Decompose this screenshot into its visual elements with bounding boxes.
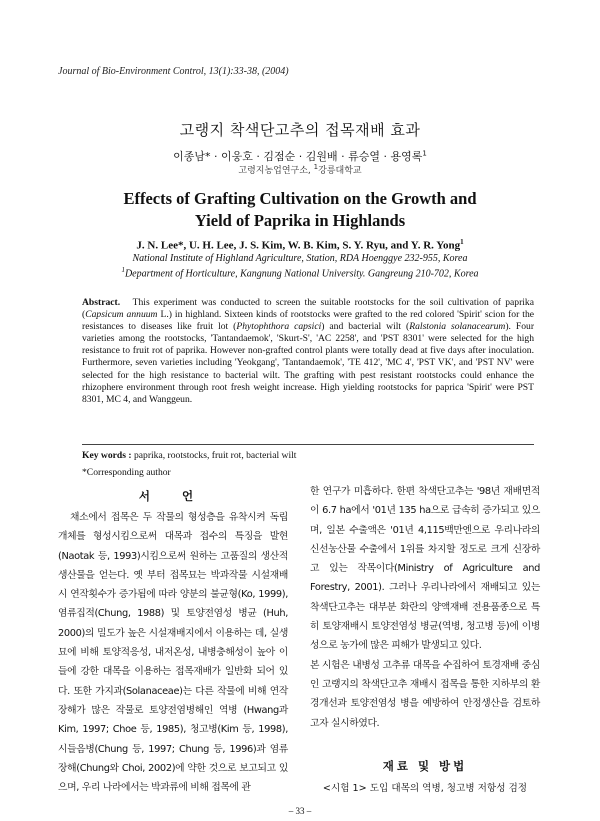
page-number: – 33 – <box>288 806 312 816</box>
keywords-text: paprika, rootstocks, fruit rot, bacterial wilt <box>131 450 297 461</box>
english-authors <box>0 238 600 252</box>
english-affiliation-1: National Institute of Highland Agriculture, Station, RDA Hoenggye 232-955, Korea <box>132 253 468 264</box>
english-affiliation-2 <box>0 266 600 279</box>
abstract-part2: L.) in highland. Sixteen kinds of rootstocks were grafted to the red colored 'Spirit' scion for the resistances to diseases like fruit lot ( <box>82 309 535 333</box>
english-title-line2: Yield of Paprika in Highlands <box>194 211 406 230</box>
left-column-paragraph: 채소에서 접목은 두 작물의 형성층을 유착시켜 독립 개체를 형성시킴으로써 대목과 접수의 특징을 발현 (Naotak 등, 1993)시킴으로써 원하는 고품질의 생산적 생산물을 얻는다. 옛 부터 접목묘는 박과작물 시설재배 시 연작횟수가 증가됨에 따라 양분의 불균형(Ko, 1999), 염류집적(Chung, 1988) 및 토양전염성 병균 (Huh, 2000)의 밀도가 높은 시설재배지에서 이용하는 데, 실생묘에 비해 토양적응성, 내저온성, 내병충해성이 높아 이들에 강한 대목을 이용하는 접목재배가 일반화 되어 있다. 또한 가지과(Solanaceae)는 다른 작물에 비해 연작장해가 많은 작물로 토양전염병해인 역병 (Hwang과 Kim, 1997; Choe 등, 1985), 청고병(Kim 등, 1998), 시들음병(Chung 등, 1997; Chung 등, 1996)과 염류장해(Chung와 Choi, 2002)에 약한 것으로 보고되고 있으며, 우리 나라에서는 박과류에 비해 접목에 관 <box>58 512 288 794</box>
english-authors-names: J. N. Lee*, U. H. Lee, J. S. Kim, W. B. Kim, S. Y. Ryu, and Y. R. Yong <box>136 239 461 252</box>
right-column-paragraph-2: 본 시험은 내병성 고추류 대목을 수집하여 토경재배 중심인 고랭지의 착색단고추 재배시 접목을 통한 지하부의 환경개선과 토양전염성 병을 예방하여 안정생산을 검토하고자 실시하였다. <box>310 659 540 729</box>
right-column <box>310 482 540 733</box>
korean-authors <box>0 148 600 164</box>
korean-authors-names: 이종남* · 이웅호 · 김점순 · 김원배 · 류승열 · 용영록 <box>173 150 423 163</box>
english-affiliation-2-sup: 1 <box>121 266 125 274</box>
keywords-label: Key words : <box>82 450 132 461</box>
korean-authors-sup: 1 <box>422 149 427 158</box>
abstract-divider <box>82 444 534 445</box>
right-column-paragraph-1: 한 연구가 미흡하다. 한편 착색단고추는 '98년 재배면적이 6.7 ha에서 '01년 135 ha으로 급속히 증가되고 있으며, 일본 수출액은 '01년 4,115백만엔으로 우리나라의 신선농산물 수출에서 1위를 차지할 정도로 크게 신장하고 있는 작목이다(Ministry of Agriculture and Forestry, 2001). 그러나 우리나라에서 재배되고 있는 착색단고추는 대부분 화란의 양액재배 전용품종으로 특히 토양재배시 토양전염성 병균(역병, 청고병 등)에 이병성으로 농가에 많은 피해가 발생되고 있다. <box>310 486 540 652</box>
english-affiliation-2-text: Department of Horticulture, Kangnung National University. Gangreung 210-702, Korea <box>124 268 479 280</box>
methods-heading: 재료 및 방법 <box>382 759 468 773</box>
korean-affiliation-1: 고령지농업연구소, <box>238 166 314 176</box>
korean-title: 고랭지 착색단고추의 접목재배 효과 <box>179 121 421 139</box>
abstract-part4: ). Four varieties among the rootstocks, 'Tantandaemok', 'Skurt-S', 'AC 2258', and 'PST 8301' were selected for the high resistance to fruit rot of paprika. However non-grafted control plants were totally dead at five days after inoculation. Furthermore, seven varieties including 'Yeokgang', 'Tantandaemok', 'TE 412', 'MC 4', 'PST VK', and 'PST NV' were selected for the high resistance to bacterial wilt. The grafting with pest resistant rootstocks could enhance the rhizophere environment through root fresh weight increase. High yielding rootstocks for paprica 'Spirit' were PST 8301, MC 4, and Wanggeun. <box>82 321 535 405</box>
abstract-part3: ) and bacterial wilt ( <box>321 321 410 333</box>
corresponding-author-note: *Corresponding author <box>82 467 171 478</box>
journal-citation: Journal of Bio-Environment Control, 13(1):33-38, (2004) <box>58 66 289 77</box>
methods-subheading: <시험 1> 도입 대목의 역병, 청고병 저항성 검정 <box>322 783 528 794</box>
abstract-species: Capsicum annuum <box>85 309 158 321</box>
abstract-pathogen2: Ralstonia solanacearum <box>409 321 506 333</box>
korean-affiliation <box>0 163 600 176</box>
english-title <box>0 188 600 232</box>
abstract-label: Abstract. <box>82 297 121 308</box>
left-column <box>58 508 288 797</box>
english-authors-sup: 1 <box>460 238 464 246</box>
introduction-heading: 서 언 <box>138 489 208 503</box>
abstract-pathogen1: Phytophthora capsici <box>236 321 322 333</box>
english-title-line1: Effects of Grafting Cultivation on the Growth and <box>123 189 477 208</box>
korean-affiliation-2: 강릉대학교 <box>318 166 362 176</box>
keywords <box>82 450 296 461</box>
abstract <box>82 297 534 406</box>
abstract-part1: This experiment was conducted to screen the suitable rootstocks for the soil cultivation of paprika ( <box>82 297 534 321</box>
korean-affiliation-sup: 1 <box>313 163 319 171</box>
